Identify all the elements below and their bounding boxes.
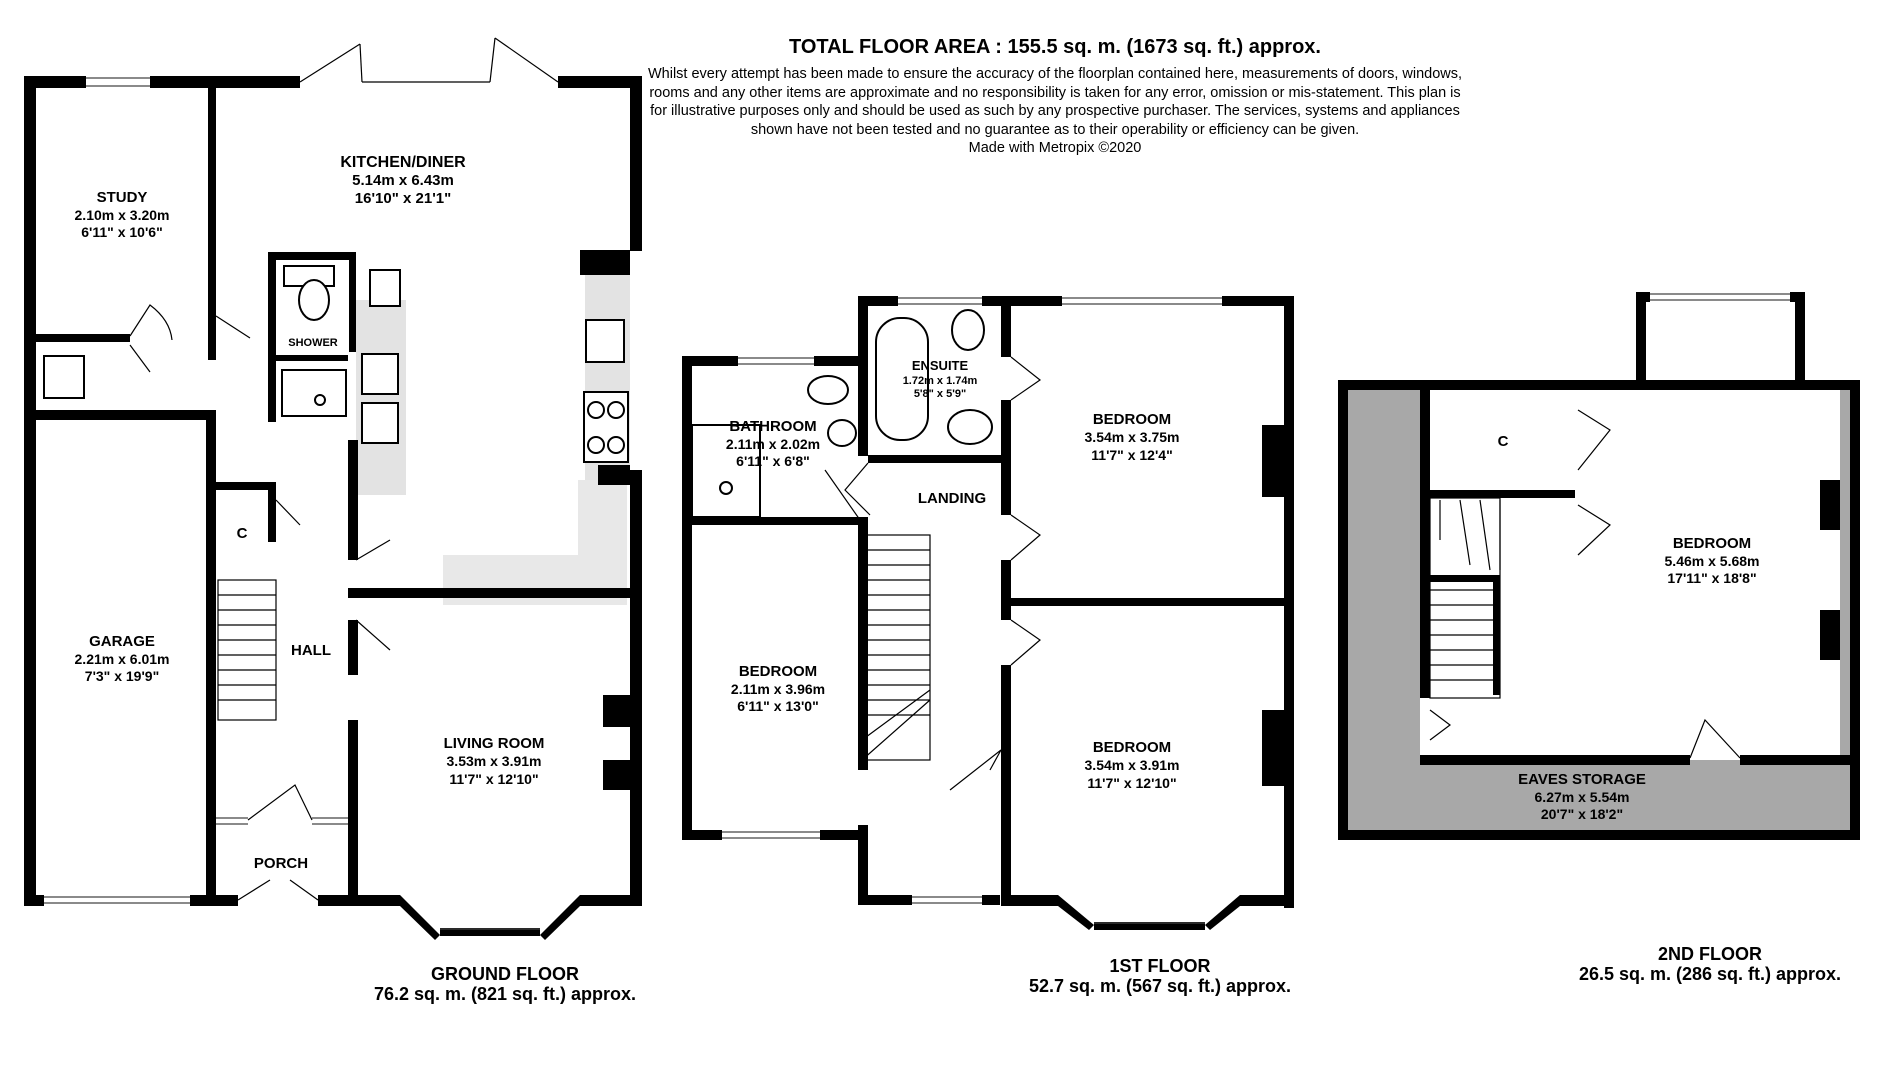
bathroom-sink-icon — [828, 420, 856, 446]
study-label: STUDY — [96, 189, 148, 206]
second-floor-area: 26.5 sq. m. (286 sq. ft.) approx. — [1578, 964, 1842, 984]
second-bedroom-label: BEDROOM — [1672, 535, 1752, 552]
second-cupboard-label: C — [1497, 433, 1509, 450]
fridge-freezer-icon — [586, 320, 624, 362]
garage-imperial: 7'3" x 19'9" — [84, 668, 160, 684]
study-metric: 2.10m x 3.20m — [74, 207, 170, 223]
second-floor-windows — [1650, 294, 1790, 300]
bedroom-b-label: BEDROOM — [738, 663, 818, 680]
kitchen-label: KITCHEN/DINER — [340, 154, 466, 171]
garage-metric: 2.21m x 6.01m — [74, 651, 170, 667]
landing-label: LANDING — [917, 490, 987, 507]
bedroom-b-metric: 2.11m x 3.96m — [730, 681, 826, 697]
eaves-storage-label: EAVES STORAGE — [1518, 771, 1646, 788]
toilet-icon — [299, 280, 329, 320]
ground-floor-caption — [340, 964, 670, 1004]
kitchen-metric: 5.14m x 6.43m — [352, 172, 454, 189]
first-floor-plan — [682, 296, 1294, 930]
bathroom-imperial: 6'11" x 6'8" — [736, 453, 810, 469]
second-bedroom-metric: 5.46m x 5.68m — [1664, 553, 1760, 569]
ground-floor-name: GROUND FLOOR — [431, 964, 579, 984]
shower-label: SHOWER — [288, 337, 338, 349]
first-floor-area: 52.7 sq. m. (567 sq. ft.) approx. — [1028, 976, 1292, 996]
ensuite-imperial: 5'8" x 5'9" — [913, 388, 967, 400]
bedroom-a-metric: 3.54m x 3.75m — [1084, 429, 1180, 445]
boiler-icon — [44, 356, 84, 398]
bedroom-a-imperial: 11'7" x 12'4" — [1091, 447, 1173, 463]
kitchen-worktop — [356, 300, 406, 495]
kitchen-sink-icon — [362, 354, 398, 394]
bathroom-label: BATHROOM — [729, 418, 817, 435]
first-floor-name: 1ST FLOOR — [1109, 956, 1211, 976]
ground-floor-area: 76.2 sq. m. (821 sq. ft.) approx. — [373, 984, 637, 1004]
total-floor-area: TOTAL FLOOR AREA : 155.5 sq. m. (1673 sq. ft.) approx. — [789, 36, 1321, 58]
bedroom-c-label: BEDROOM — [1092, 739, 1172, 756]
disclaimer-text: Whilst every attempt has been made to ensure the accuracy of the floorplan contained here, measurements of doors, windows, rooms and any other items are approximate and no responsibility is taken for any error, omission or mis-statement. This plan is for illustrative purposes only and should be used as such by any prospective purchaser. The services, systems and appliances shown have not been tested and no guarantee as to their operability or efficiency can be given. — [647, 66, 1463, 138]
ground-floor-plan — [24, 38, 642, 940]
first-floor-caption — [1000, 956, 1320, 996]
living-room-label: LIVING ROOM — [443, 735, 545, 752]
sink-icon — [370, 270, 400, 306]
bifold-doors — [300, 38, 558, 82]
hall-label: HALL — [291, 642, 331, 659]
ensuite-label: ENSUITE — [911, 358, 969, 373]
bedroom-c-metric: 3.54m x 3.91m — [1084, 757, 1180, 773]
ensuite-toilet-icon — [952, 310, 984, 350]
second-bedroom-imperial: 17'11" x 18'8" — [1667, 570, 1757, 586]
ensuite-sink-icon — [948, 410, 992, 444]
second-floor-plan — [1338, 292, 1860, 840]
living-room-imperial: 11'7" x 12'10" — [449, 771, 539, 787]
eaves-storage-imperial: 20'7" x 18'2" — [1540, 806, 1624, 822]
ensuite-metric: 1.72m x 1.74m — [902, 375, 978, 387]
shower-tray-icon — [282, 370, 346, 416]
bedroom-c-imperial: 11'7" x 12'10" — [1087, 775, 1177, 791]
bedroom-a-label: BEDROOM — [1092, 411, 1172, 428]
ground-cupboard-label: C — [236, 525, 248, 542]
porch-label: PORCH — [253, 855, 309, 872]
living-room-metric: 3.53m x 3.91m — [446, 753, 542, 769]
second-floor-name: 2ND FLOOR — [1657, 944, 1762, 964]
bathroom-toilet-icon — [808, 376, 848, 404]
eaves-storage-metric: 6.27m x 5.54m — [1534, 789, 1630, 805]
bedroom-b-imperial: 6'11" x 13'0" — [737, 698, 819, 714]
study-imperial: 6'11" x 10'6" — [81, 224, 163, 240]
kitchen-sink-2-icon — [362, 403, 398, 443]
garage-label: GARAGE — [89, 633, 155, 650]
second-floor-caption — [1560, 944, 1860, 984]
made-with-credit: Made with Metropix ©2020 — [968, 140, 1142, 157]
kitchen-imperial: 16'10" x 21'1" — [354, 190, 452, 207]
bathroom-metric: 2.11m x 2.02m — [725, 436, 821, 452]
